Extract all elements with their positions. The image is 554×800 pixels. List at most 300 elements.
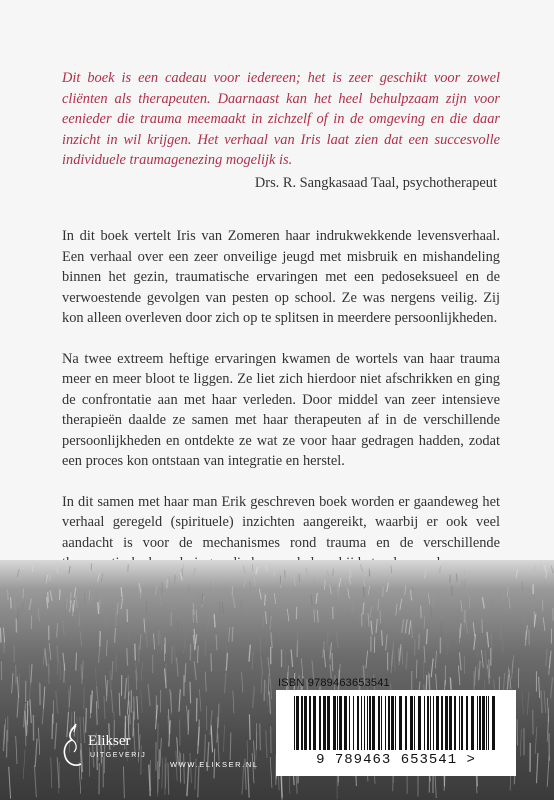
grain-stalk [364,587,365,597]
publisher-name: Elikser [88,733,131,749]
grain-stalk [216,634,217,650]
grain-stalk [106,640,107,656]
barcode-bar [344,696,347,750]
grain-stalk [45,577,46,586]
grain-stalk [162,758,163,789]
grain-stalk [328,628,329,643]
grain-stalk [339,578,340,587]
grain-stalk [111,690,113,713]
quote-attribution: Drs. R. Sangkasaad Taal, psychotherapeut [254,175,497,191]
barcode-bar [388,696,390,750]
grain-stalk [412,624,413,638]
grain-stalk [378,599,379,610]
grain-stalk [128,628,129,643]
grain-stalk [412,587,413,597]
barcode-bar [482,696,485,750]
grain-stalk [440,622,441,636]
grain-stalk [140,634,141,650]
grain-stalk [96,701,97,725]
grain-stalk [287,609,289,622]
grain-stalk [55,723,57,749]
grain-stalk [63,620,64,634]
grain-stalk [80,630,82,645]
grain-stalk [98,646,99,663]
grain-stalk [317,610,318,623]
grain-stalk [155,585,157,595]
barcode-bar [471,696,474,750]
publisher-subtitle: UITGEVERIJ [90,752,147,759]
endorsement-quote: Dit boek is een cadeau voor iedereen; het is zeer geschikt voor zowel cliënten als therapeuten. Daarnaast kan het heel behulpzaam zijn voor eenieder die trauma meemaakt in zichzelf of in de omgeving en die daar inzicht in wil krijgen. Het verhaal van Iris laat zien dat een succesvolle individuele traumagenezing mogelijk is. [62,70,500,168]
grain-stalk [541,564,543,571]
grain-stalk [266,730,267,757]
grain-stalk [214,614,215,627]
barcode-bar [372,696,375,750]
grain-stalk [477,641,478,658]
grain-stalk [17,694,19,717]
grain-stalk [57,656,58,674]
grain-stalk [194,568,196,576]
barcode-bar [319,696,321,750]
barcode-bar [296,696,299,750]
grain-stalk [391,566,392,573]
barcode-bar [313,696,316,750]
grain-stalk [549,651,551,669]
grain-stalk [17,677,19,698]
grain-stalk [0,628,1,643]
grain-stalk [233,597,235,608]
grain-stalk [368,585,370,595]
grain-stalk [74,587,75,597]
grain-stalk [268,657,270,676]
grain-stalk [330,643,332,660]
barcode-bar [349,696,350,750]
grain-stalk [199,689,201,711]
grain-stalk [194,661,196,680]
barcode-bar [301,696,303,750]
barcode-bar [488,696,489,750]
grain-stalk [34,766,36,798]
grain-stalk [324,650,326,668]
barcode-bar [410,696,413,750]
grain-stalk [45,649,47,667]
grain-stalk [169,576,171,585]
grain-stalk [43,648,45,665]
grain-stalk [370,606,372,618]
barcode-bar [367,696,368,750]
grain-stalk [229,627,230,642]
grain-stalk [174,566,175,573]
grain-stalk [95,668,96,688]
grain-stalk [184,638,185,654]
grain-stalk [527,692,529,715]
barcode-bar [445,696,448,750]
barcode-bar [486,696,487,750]
grain-stalk [129,701,130,725]
grain-stalk [352,602,354,614]
grain-stalk [29,666,31,686]
grain-stalk [161,635,162,651]
blurb-paragraph: In dit samen met haar man Erik geschreven boek worden er gaandeweg het verhaal geregeld (spirituele) inzichten aangereikt, waarbij er ook veel aandacht is voor de mechanismes rond trauma en de verschillende [62,493,500,551]
grain-stalk [96,592,98,603]
grain-stalk [49,643,51,660]
grain-stalk [110,671,111,691]
grain-stalk [242,672,243,692]
grain-stalk [522,581,523,590]
grain-stalk [546,649,547,667]
grain-stalk [16,736,17,764]
grain-stalk [324,578,325,587]
grain-stalk [119,693,120,716]
barcode-bar [333,696,336,750]
barcode-bar [414,696,415,750]
grain-stalk [123,766,124,798]
grain-stalk [545,565,546,572]
grain-stalk [541,691,542,714]
barcode-bar [385,696,386,750]
grain-stalk [162,582,163,591]
barcode-bar [418,696,421,750]
isbn-label: ISBN 9789463653541 [278,677,390,689]
grain-stalk [17,609,19,622]
grain-stalk [509,597,510,608]
grain-stalk [91,593,92,604]
grain-stalk [50,590,52,600]
grain-stalk [424,615,425,628]
barcode-bar [479,696,481,750]
grain-stalk [269,613,270,626]
grain-stalk [248,766,249,798]
grain-stalk [400,599,402,610]
grain-stalk [311,595,312,606]
grain-stalk [482,597,484,608]
grain-stalk [123,617,124,631]
grain-stalk [66,599,67,610]
grain-stalk [29,599,31,610]
grain-stalk [115,628,116,643]
grain-stalk [112,661,113,680]
grain-stalk [536,753,537,783]
barcode-bar [441,696,443,750]
grain-stalk [42,701,44,725]
grain-stalk [211,653,212,671]
grain-stalk [65,602,66,614]
grain-stalk [273,574,274,582]
grain-stalk [218,733,219,761]
grain-stalk [376,619,377,633]
grain-stalk [458,666,459,686]
grain-stalk [73,600,74,612]
grain-stalk [368,613,369,626]
grain-stalk [336,632,338,648]
grain-stalk [174,644,176,661]
grain-stalk [271,632,272,648]
grain-stalk [89,590,90,600]
grain-stalk [431,658,433,677]
grain-stalk [266,684,268,706]
grain-stalk [160,738,161,766]
grain-stalk [69,566,70,573]
grain-stalk [57,566,58,573]
grain-stalk [535,727,537,754]
grain-stalk [285,651,286,669]
grain-stalk [105,614,107,627]
grain-stalk [179,689,180,711]
grain-stalk [38,728,39,755]
grain-stalk [106,680,107,701]
grain-stalk [512,660,513,679]
grain-stalk [316,593,317,604]
grain-stalk [188,710,189,735]
grain-stalk [99,599,100,611]
grain-stalk [405,619,407,633]
grain-stalk [387,583,389,592]
grain-stalk [198,727,200,754]
grain-stalk [76,653,77,671]
grain-stalk [198,766,199,798]
grain-stalk [253,686,255,708]
grain-stalk [146,632,147,647]
grain-stalk [294,577,295,586]
grain-stalk [222,602,223,614]
barcode-bar [378,696,380,750]
grain-stalk [209,593,210,604]
grain-stalk [7,590,8,600]
barcode-bar [477,696,478,750]
barcode-bar [395,696,396,750]
grain-stalk [263,615,264,628]
grain-stalk [424,646,425,663]
grain-stalk [371,621,372,635]
grain-stalk [265,611,266,624]
grain-stalk [125,678,127,699]
publisher-website: WWW.ELIKSER.NL [170,760,259,769]
grain-stalk [327,571,329,579]
grain-stalk [141,662,143,681]
barcode-bar [364,696,365,750]
grain-stalk [456,573,457,581]
grain-stalk [439,566,440,573]
grain-stalk [394,652,395,670]
grain-stalk [464,579,466,588]
grain-stalk [22,602,23,614]
grain-stalk [436,651,437,669]
grain-stalk [270,757,272,788]
grain-stalk [419,634,420,650]
grain-stalk [461,600,462,612]
grain-stalk [391,613,392,626]
grain-stalk [466,620,468,634]
barcode-bar [436,696,439,750]
barcode-bar [399,696,402,750]
grain-stalk [266,565,267,572]
grain-stalk [3,724,4,751]
grain-stalk [187,765,189,797]
grain-stalk [233,691,234,714]
grain-stalk [256,567,257,575]
grain-stalk [188,584,189,594]
grain-stalk [405,585,406,595]
grain-stalk [264,592,265,603]
grain-stalk [49,588,50,598]
grain-stalk [270,678,272,699]
grain-stalk [185,663,186,682]
grain-stalk [148,684,150,706]
grain-stalk [23,589,24,599]
grain-stalk [250,581,251,590]
grain-stalk [487,632,489,647]
barcode-bar [449,696,452,750]
grain-stalk [183,564,184,571]
grain-stalk [167,579,168,588]
grain-stalk [252,652,253,670]
grain-stalk [366,651,368,669]
grain-stalk [175,575,176,584]
grain-stalk [274,593,275,604]
grain-stalk [543,617,545,631]
grain-stalk [450,575,451,584]
barcode-bar [309,696,311,750]
grain-stalk [218,704,219,728]
grain-stalk [204,734,205,762]
grain-stalk [56,623,57,637]
grain-stalk [230,732,231,760]
grain-stalk [383,587,384,597]
barcode-bar [337,696,338,750]
grain-stalk [261,673,262,693]
grain-stalk [460,623,461,637]
grain-stalk [101,574,103,582]
grain-stalk [521,594,522,605]
grain-stalk [382,630,383,645]
grain-stalk [223,725,224,752]
grain-stalk [88,594,89,605]
grain-stalk [127,648,128,665]
barcode-bar [323,696,326,750]
barcode-bar [294,696,295,750]
grain-stalk [402,647,403,664]
grain-stalk [139,583,141,593]
grain-stalk [52,714,53,739]
barcode-bar [357,696,359,750]
grain-stalk [280,576,281,585]
grain-stalk [477,664,478,683]
grain-stalk [301,659,302,678]
grain-stalk [291,649,293,667]
grain-stalk [500,626,501,641]
barcode-bar [353,696,354,750]
grain-stalk [522,692,524,715]
barcode-bar [427,696,429,750]
grain-stalk [459,652,461,670]
grain-stalk [193,603,194,615]
grain-stalk [430,606,432,618]
barcode-bar [391,696,394,750]
grain-stalk [241,599,242,610]
grain-stalk [56,691,58,714]
barcode-bar [424,696,425,750]
grain-stalk [481,650,483,668]
grain-stalk [190,682,191,704]
grain-stalk [539,677,540,698]
grain-stalk [32,565,33,572]
grain-stalk [197,589,199,599]
grain-stalk [38,608,39,621]
grain-stalk [141,690,142,713]
grain-stalk [51,757,52,788]
grain-stalk [243,566,245,573]
grain-stalk [196,610,197,623]
grain-stalk [69,685,70,707]
barcode-bar [430,696,431,750]
barcode-bar [339,696,342,750]
grain-stalk [314,579,315,588]
grain-stalk [525,630,526,645]
grain-stalk [428,593,429,604]
grain-stalk [551,566,553,573]
grain-stalk [21,570,23,578]
barcode-bars [276,690,516,752]
grain-stalk [81,665,82,684]
grain-stalk [121,587,122,597]
barcode-bar [459,696,460,750]
grain-stalk [135,644,136,661]
grain-stalk [98,602,99,614]
grain-stalk [104,696,105,719]
grain-stalk [396,604,397,616]
barcode-bar [381,696,382,750]
grain-stalk [473,622,475,636]
grain-stalk [249,645,250,662]
grain-stalk [160,595,161,606]
grain-stalk [462,580,464,589]
grain-stalk [1,661,2,680]
barcode-bar [327,696,330,750]
grain-stalk [363,603,364,615]
grain-stalk [249,714,250,739]
grain-stalk [421,606,422,618]
grain-stalk [158,723,159,750]
grain-stalk [452,586,453,596]
barcode-bar [454,696,456,750]
grain-stalk [464,569,465,577]
barcode-bar [405,696,407,750]
grain-stalk [426,629,427,644]
barcode-bar [304,696,307,750]
grain-stalk [35,739,37,767]
barcode-bar [361,696,362,750]
barcode-bar [433,696,434,750]
grain-stalk [27,709,28,734]
grain-stalk [349,576,350,585]
grain-stalk [551,677,553,698]
grain-stalk [361,565,363,572]
grain-stalk [485,651,487,669]
grain-stalk [31,664,32,683]
grain-stalk [424,571,426,579]
grain-stalk [17,569,19,577]
grain-stalk [329,645,330,662]
grain-stalk [232,627,233,642]
grain-stalk [338,587,339,597]
barcode-bar [466,696,468,750]
grain-stalk [402,619,404,633]
grain-stalk [491,634,492,650]
grain-stalk [198,646,199,663]
grain-stalk [9,767,11,799]
blurb-paragraph: In dit boek vertelt Iris van Zomeren haar indrukwekkende levensverhaal. Een verhaal over een zeer onveilige jeugd met misbruik en mishandeling binnen het gezin, traumatische ervaringen met een pedoseksueel en de verwoestende gevolgen van pesten op school. Ze was nergens veilig. Zij kon alleen overleven door zich op te splitsen in meerdere persoonlijkheden. [62,228,500,326]
blurb-paragraph: Na twee extreem heftige ervaringen kwamen de wortels van haar trauma meer en meer bloot te liggen. Ze liet zich hierdoor niet afschrikken en ging de confrontatie aan met haar verleden. Door middel van zeer intensieve therapieën daalde ze samen met haar therapeuten af in de verschillende persoonlijkheden en ontdekte ze wat ze voor haar gedragen hadden, zodat een proces kon ontstaan van integratie en herstel. [62,350,500,469]
grain-stalk [330,585,332,595]
